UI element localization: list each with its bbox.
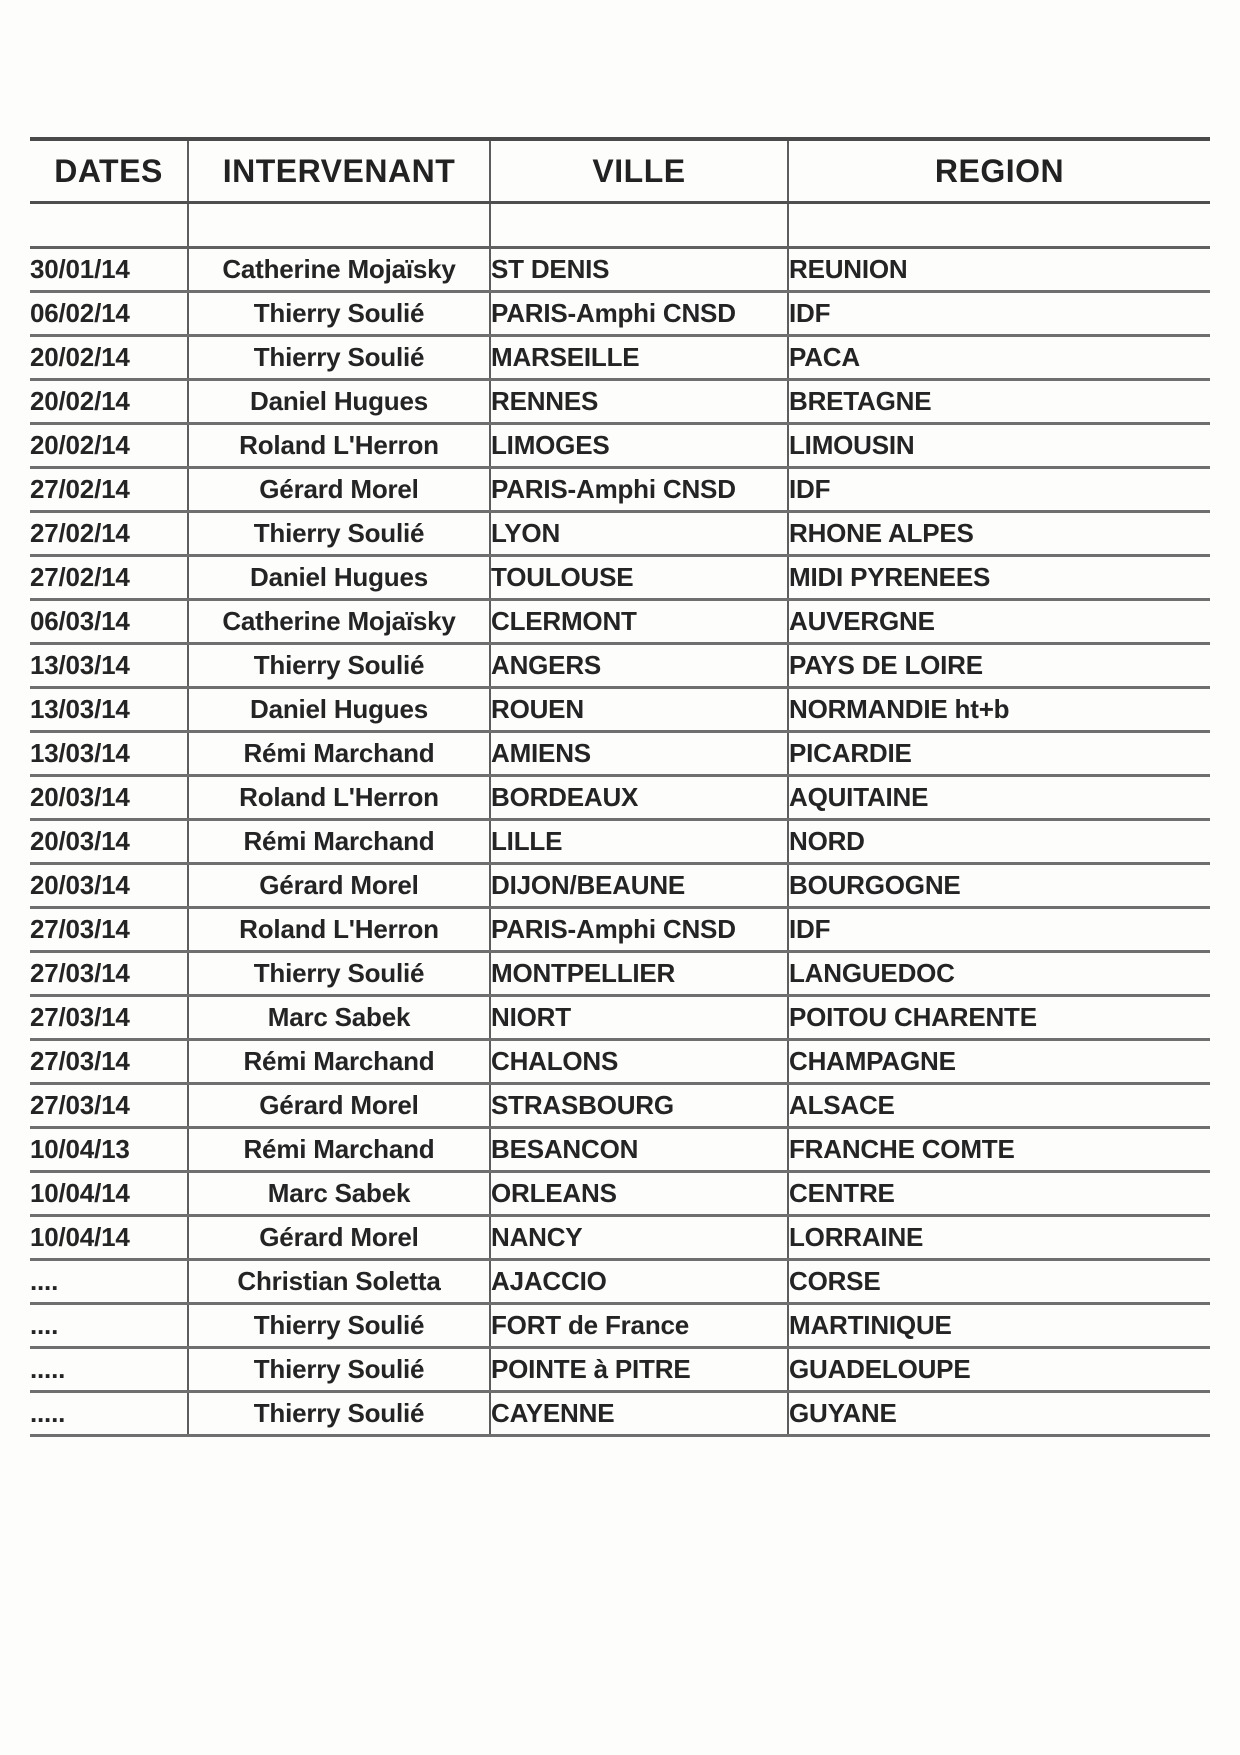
cell-region: IDF	[788, 908, 1210, 952]
cell-date: 27/02/14	[30, 468, 188, 512]
table-row	[30, 776, 1210, 820]
table-row	[30, 1172, 1210, 1216]
cell-ville: LIMOGES	[490, 424, 788, 468]
table-row	[30, 556, 1210, 600]
cell-ville: ANGERS	[490, 644, 788, 688]
cell-intervenant: Daniel Hugues	[188, 688, 490, 732]
cell-ville: ORLEANS	[490, 1172, 788, 1216]
cell-ville: PARIS-Amphi CNSD	[490, 292, 788, 336]
table-row	[30, 644, 1210, 688]
cell-date: 10/04/14	[30, 1172, 188, 1216]
cell-intervenant: Rémi Marchand	[188, 1040, 490, 1084]
cell-intervenant: Thierry Soulié	[188, 512, 490, 556]
cell-region: AUVERGNE	[788, 600, 1210, 644]
cell-region: FRANCHE COMTE	[788, 1128, 1210, 1172]
cell-date: 13/03/14	[30, 732, 188, 776]
table-row	[30, 688, 1210, 732]
cell-ville: PARIS-Amphi CNSD	[490, 468, 788, 512]
cell-date: 27/03/14	[30, 952, 188, 996]
cell-ville: FORT de France	[490, 1304, 788, 1348]
cell-intervenant: Roland L'Herron	[188, 908, 490, 952]
cell-region: PAYS DE LOIRE	[788, 644, 1210, 688]
cell-region: GUADELOUPE	[788, 1348, 1210, 1392]
cell-ville: NANCY	[490, 1216, 788, 1260]
cell-date: 20/02/14	[30, 336, 188, 380]
cell-intervenant: Gérard Morel	[188, 864, 490, 908]
cell-region: BOURGOGNE	[788, 864, 1210, 908]
cell-date: 30/01/14	[30, 248, 188, 292]
table-row	[30, 336, 1210, 380]
cell-ville: RENNES	[490, 380, 788, 424]
cell-ville: CHALONS	[490, 1040, 788, 1084]
table-row	[30, 380, 1210, 424]
cell-date: 20/03/14	[30, 864, 188, 908]
cell-intervenant: Gérard Morel	[188, 468, 490, 512]
table-row	[30, 1392, 1210, 1436]
column-header-intervenant: INTERVENANT	[188, 139, 490, 203]
schedule-table-body	[30, 248, 1210, 1436]
cell-ville: DIJON/BEAUNE	[490, 864, 788, 908]
cell-intervenant: Thierry Soulié	[188, 1392, 490, 1436]
cell-date: 13/03/14	[30, 644, 188, 688]
column-header-region: REGION	[788, 139, 1210, 203]
cell-intervenant: Thierry Soulié	[188, 1348, 490, 1392]
schedule-table-header	[30, 139, 1210, 248]
cell-region: POITOU CHARENTE	[788, 996, 1210, 1040]
cell-region: REUNION	[788, 248, 1210, 292]
cell-date: 10/04/14	[30, 1216, 188, 1260]
cell-intervenant: Catherine Mojaïsky	[188, 248, 490, 292]
table-row	[30, 1348, 1210, 1392]
column-header-ville: VILLE	[490, 139, 788, 203]
gap-cell	[188, 203, 490, 248]
cell-ville: MARSEILLE	[490, 336, 788, 380]
cell-intervenant: Gérard Morel	[188, 1084, 490, 1128]
cell-date: 27/03/14	[30, 1040, 188, 1084]
cell-date: 20/03/14	[30, 820, 188, 864]
cell-region: CHAMPAGNE	[788, 1040, 1210, 1084]
cell-date: .....	[30, 1392, 188, 1436]
cell-region: NORD	[788, 820, 1210, 864]
cell-ville: LYON	[490, 512, 788, 556]
cell-date: ....	[30, 1260, 188, 1304]
table-row	[30, 1084, 1210, 1128]
cell-region: MIDI PYRENEES	[788, 556, 1210, 600]
gap-cell	[490, 203, 788, 248]
cell-ville: STRASBOURG	[490, 1084, 788, 1128]
cell-intervenant: Roland L'Herron	[188, 776, 490, 820]
cell-date: 27/03/14	[30, 1084, 188, 1128]
header-gap-row	[30, 203, 1210, 248]
table-row	[30, 600, 1210, 644]
cell-intervenant: Christian Soletta	[188, 1260, 490, 1304]
cell-ville: CAYENNE	[490, 1392, 788, 1436]
cell-intervenant: Thierry Soulié	[188, 952, 490, 996]
cell-ville: BORDEAUX	[490, 776, 788, 820]
cell-date: 20/02/14	[30, 380, 188, 424]
cell-intervenant: Rémi Marchand	[188, 820, 490, 864]
cell-region: RHONE ALPES	[788, 512, 1210, 556]
cell-date: 27/03/14	[30, 908, 188, 952]
cell-ville: CLERMONT	[490, 600, 788, 644]
table-row	[30, 732, 1210, 776]
cell-date: .....	[30, 1348, 188, 1392]
table-row	[30, 1216, 1210, 1260]
cell-intervenant: Roland L'Herron	[188, 424, 490, 468]
table-row	[30, 468, 1210, 512]
cell-date: 27/02/14	[30, 556, 188, 600]
cell-region: LANGUEDOC	[788, 952, 1210, 996]
cell-intervenant: Gérard Morel	[188, 1216, 490, 1260]
cell-ville: ROUEN	[490, 688, 788, 732]
cell-ville: AMIENS	[490, 732, 788, 776]
cell-region: MARTINIQUE	[788, 1304, 1210, 1348]
table-row	[30, 1304, 1210, 1348]
cell-ville: MONTPELLIER	[490, 952, 788, 996]
cell-ville: NIORT	[490, 996, 788, 1040]
table-row	[30, 908, 1210, 952]
cell-region: CORSE	[788, 1260, 1210, 1304]
table-row	[30, 996, 1210, 1040]
gap-cell	[30, 203, 188, 248]
cell-date: 06/03/14	[30, 600, 188, 644]
cell-intervenant: Daniel Hugues	[188, 380, 490, 424]
cell-intervenant: Thierry Soulié	[188, 336, 490, 380]
table-row	[30, 820, 1210, 864]
cell-date: 27/02/14	[30, 512, 188, 556]
cell-ville: LILLE	[490, 820, 788, 864]
gap-cell	[788, 203, 1210, 248]
header-row	[30, 139, 1210, 203]
cell-ville: ST DENIS	[490, 248, 788, 292]
cell-intervenant: Marc Sabek	[188, 1172, 490, 1216]
cell-region: GUYANE	[788, 1392, 1210, 1436]
cell-region: PACA	[788, 336, 1210, 380]
cell-intervenant: Catherine Mojaïsky	[188, 600, 490, 644]
cell-date: 20/02/14	[30, 424, 188, 468]
cell-date: 27/03/14	[30, 996, 188, 1040]
cell-intervenant: Thierry Soulié	[188, 644, 490, 688]
cell-ville: TOULOUSE	[490, 556, 788, 600]
cell-region: LORRAINE	[788, 1216, 1210, 1260]
cell-region: IDF	[788, 292, 1210, 336]
cell-date: 06/02/14	[30, 292, 188, 336]
table-row	[30, 292, 1210, 336]
cell-region: LIMOUSIN	[788, 424, 1210, 468]
table-row	[30, 952, 1210, 996]
cell-intervenant: Marc Sabek	[188, 996, 490, 1040]
cell-region: PICARDIE	[788, 732, 1210, 776]
table-row	[30, 424, 1210, 468]
table-row	[30, 1260, 1210, 1304]
cell-region: ALSACE	[788, 1084, 1210, 1128]
cell-intervenant: Rémi Marchand	[188, 732, 490, 776]
cell-ville: PARIS-Amphi CNSD	[490, 908, 788, 952]
cell-intervenant: Rémi Marchand	[188, 1128, 490, 1172]
table-row	[30, 248, 1210, 292]
cell-region: IDF	[788, 468, 1210, 512]
table-row	[30, 864, 1210, 908]
cell-date: 20/03/14	[30, 776, 188, 820]
cell-region: AQUITAINE	[788, 776, 1210, 820]
cell-region: BRETAGNE	[788, 380, 1210, 424]
cell-ville: AJACCIO	[490, 1260, 788, 1304]
schedule-table	[30, 137, 1210, 1437]
table-row	[30, 1128, 1210, 1172]
cell-ville: POINTE à PITRE	[490, 1348, 788, 1392]
cell-intervenant: Thierry Soulié	[188, 292, 490, 336]
table-row	[30, 512, 1210, 556]
cell-date: ....	[30, 1304, 188, 1348]
cell-date: 13/03/14	[30, 688, 188, 732]
cell-intervenant: Daniel Hugues	[188, 556, 490, 600]
cell-region: NORMANDIE ht+b	[788, 688, 1210, 732]
table-row	[30, 1040, 1210, 1084]
cell-region: CENTRE	[788, 1172, 1210, 1216]
column-header-dates: DATES	[30, 139, 188, 203]
cell-intervenant: Thierry Soulié	[188, 1304, 490, 1348]
cell-ville: BESANCON	[490, 1128, 788, 1172]
cell-date: 10/04/13	[30, 1128, 188, 1172]
